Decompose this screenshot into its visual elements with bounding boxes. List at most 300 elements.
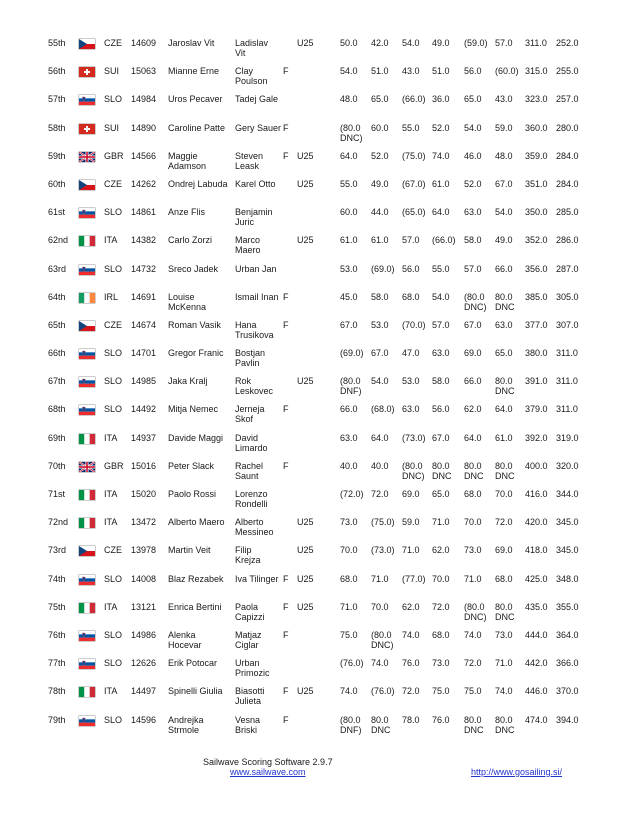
czech-flag-icon — [79, 546, 95, 556]
race-score-cell: (80.0 DNF) — [340, 714, 362, 735]
race-score-cell: 70.0 — [495, 489, 513, 499]
race-score-cell: 74.0 — [371, 658, 389, 669]
nation-cell: SLO — [104, 629, 123, 640]
race-score-cell: 69.0 — [402, 489, 420, 499]
race-score-cell: 64.0 — [432, 207, 450, 218]
rank-cell: 69th — [48, 432, 66, 443]
race-score-cell: 54.0 — [340, 66, 358, 77]
crew-name-cell: Ismail Inan — [235, 291, 279, 302]
race-score-cell: 60.0 — [371, 122, 389, 133]
sail-number-cell: 14732 — [131, 263, 157, 274]
race-score-cell: 80.0 DNC — [495, 291, 515, 312]
race-score-cell: 55.0 — [432, 263, 450, 274]
race-score-cell: 59.0 — [402, 517, 420, 528]
nett-score-cell: 345.0 — [556, 517, 579, 528]
nation-cell: CZE — [104, 38, 122, 48]
race-score-cell: 48.0 — [495, 150, 513, 161]
rank-cell: 64th — [48, 291, 66, 302]
age-category-cell: U25 — [297, 545, 314, 556]
race-score-cell: 51.0 — [432, 66, 450, 77]
crew-name-cell: Karel Otto — [235, 178, 276, 189]
race-score-cell: 80.0 DNC — [495, 601, 515, 622]
total-score-cell: 350.0 — [525, 207, 548, 218]
table-row — [48, 207, 588, 235]
nett-score-cell: 284.0 — [556, 178, 579, 189]
sail-number-cell: 14262 — [131, 178, 157, 189]
race-score-cell: (80.0 DNC) — [371, 629, 394, 650]
race-score-cell: 54.0 — [402, 38, 420, 48]
race-score-cell: 51.0 — [371, 66, 389, 77]
race-score-cell: 56.0 — [432, 404, 450, 415]
rank-cell: 65th — [48, 319, 66, 330]
helm-name-cell: Blaz Rezabek — [168, 573, 224, 584]
nett-score-cell: 280.0 — [556, 122, 579, 133]
race-score-cell: (80.0 DNC) — [402, 460, 425, 481]
slovenian-flag-icon — [79, 265, 95, 275]
race-score-cell: 49.0 — [371, 178, 389, 189]
helm-name-cell: Sreco Jadek — [168, 263, 219, 274]
total-score-cell: 418.0 — [525, 545, 548, 556]
italian-flag-icon — [79, 434, 95, 444]
slovenian-flag-icon — [79, 405, 95, 415]
sex-category-cell: F — [283, 66, 289, 77]
race-score-cell: 66.0 — [340, 404, 358, 415]
crew-name-cell: Biasotti Julieta — [235, 686, 265, 707]
table-row — [48, 320, 588, 348]
total-score-cell: 323.0 — [525, 94, 548, 105]
nation-cell: IRL — [104, 291, 119, 302]
race-score-cell: 73.0 — [495, 629, 513, 640]
race-score-cell: 56.0 — [402, 263, 420, 274]
race-score-cell: 80.0 DNC — [432, 460, 452, 481]
sail-number-cell: 13121 — [131, 601, 157, 612]
race-score-cell: 75.0 — [340, 629, 358, 640]
race-score-cell: 61.0 — [371, 235, 389, 246]
sail-number-cell: 14937 — [131, 432, 157, 443]
slovenian-flag-icon — [79, 95, 95, 105]
nation-cell: SLO — [104, 207, 123, 218]
helm-name-cell: Mianne Erne — [168, 66, 220, 77]
race-score-cell: 66.0 — [495, 263, 513, 274]
nation-cell: CZE — [104, 545, 122, 556]
rank-cell: 59th — [48, 150, 66, 161]
age-category-cell: U25 — [297, 517, 314, 528]
race-score-cell: 61.0 — [495, 432, 513, 443]
italian-flag-icon — [79, 687, 95, 697]
rank-cell: 55th — [48, 38, 66, 48]
rank-cell: 74th — [48, 573, 66, 584]
footer-software-credit: Sailwave Scoring Software 2.9.7 — [203, 757, 333, 767]
race-score-cell: 72.0 — [432, 601, 450, 612]
crew-name-cell: Rachel Saunt — [235, 460, 264, 481]
race-score-cell: (77.0) — [402, 573, 426, 584]
sex-category-cell: F — [283, 629, 289, 640]
nation-cell: ITA — [104, 517, 118, 528]
nation-cell: ITA — [104, 489, 118, 499]
helm-name-cell: Carlo Zorzi — [168, 235, 213, 246]
nett-score-cell: 344.0 — [556, 489, 579, 499]
rank-cell: 76th — [48, 629, 66, 640]
race-score-cell: 71.0 — [432, 517, 450, 528]
race-score-cell: 67.0 — [495, 178, 513, 189]
nation-cell: SLO — [104, 658, 123, 669]
race-score-cell: 68.0 — [432, 629, 450, 640]
sail-number-cell: 14985 — [131, 376, 157, 387]
race-score-cell: 67.0 — [432, 432, 450, 443]
race-score-cell: 75.0 — [464, 686, 482, 697]
total-score-cell: 379.0 — [525, 404, 548, 415]
race-score-cell: (72.0) — [340, 489, 364, 499]
sex-category-cell: F — [283, 291, 289, 302]
race-score-cell: 65.0 — [464, 94, 482, 105]
crew-name-cell: Iva Tilinger — [235, 573, 279, 584]
helm-name-cell: Anze Flis — [168, 207, 206, 218]
nation-cell: CZE — [104, 319, 122, 330]
race-score-cell: 72.0 — [464, 658, 482, 669]
race-score-cell: 53.0 — [402, 376, 420, 387]
results-table — [48, 38, 588, 743]
helm-name-cell: Uros Pecaver — [168, 94, 223, 105]
race-score-cell: 71.0 — [340, 601, 358, 612]
sex-category-cell: F — [283, 460, 289, 471]
nett-score-cell: 345.0 — [556, 545, 579, 556]
nett-score-cell: 287.0 — [556, 263, 579, 274]
race-score-cell: 68.0 — [340, 573, 358, 584]
nett-score-cell: 255.0 — [556, 66, 579, 77]
helm-name-cell: Caroline Patte — [168, 122, 226, 133]
table-row — [48, 630, 588, 658]
helm-name-cell: Enrica Bertini — [168, 601, 222, 612]
sailwave-link[interactable]: www.sailwave.com — [230, 767, 306, 777]
race-score-cell: 40.0 — [371, 460, 389, 471]
race-score-cell: 46.0 — [464, 150, 482, 161]
race-score-cell: 73.0 — [464, 545, 482, 556]
sail-number-cell: 14984 — [131, 94, 157, 105]
race-score-cell: 57.0 — [432, 319, 450, 330]
italian-flag-icon — [79, 490, 95, 500]
race-score-cell: 78.0 — [402, 714, 420, 725]
sail-number-cell: 15016 — [131, 460, 157, 471]
nation-cell: ITA — [104, 601, 118, 612]
race-score-cell: (76.0) — [340, 658, 364, 669]
race-score-cell: 71.0 — [371, 573, 389, 584]
race-score-cell: (69.0) — [340, 348, 364, 359]
sail-number-cell: 15020 — [131, 489, 157, 499]
race-score-cell: 66.0 — [464, 376, 482, 387]
race-score-cell: 63.0 — [464, 207, 482, 218]
rank-cell: 66th — [48, 348, 66, 359]
nett-score-cell: 366.0 — [556, 658, 579, 669]
race-score-cell: 42.0 — [371, 38, 389, 48]
czech-flag-icon — [79, 180, 95, 190]
race-score-cell: 54.0 — [464, 122, 482, 133]
age-category-cell: U25 — [297, 178, 314, 189]
race-score-cell: 80.0 DNC — [495, 714, 515, 735]
rank-cell: 62nd — [48, 235, 69, 246]
nation-cell: SLO — [104, 376, 123, 387]
crew-name-cell: Clay Poulson — [235, 66, 268, 87]
race-score-cell: 63.0 — [495, 319, 513, 330]
rank-cell: 78th — [48, 686, 66, 697]
sex-category-cell: F — [283, 601, 289, 612]
race-score-cell: 49.0 — [432, 38, 450, 48]
italian-flag-icon — [79, 518, 95, 528]
table-row — [48, 38, 588, 66]
race-score-cell: 80.0 DNC — [495, 460, 515, 481]
rank-cell: 77th — [48, 658, 66, 669]
total-score-cell: 385.0 — [525, 291, 548, 302]
crew-name-cell: Bostjan Pavlin — [235, 348, 266, 369]
rank-cell: 75th — [48, 601, 66, 612]
total-score-cell: 360.0 — [525, 122, 548, 133]
race-score-cell: 80.0 DNC — [464, 714, 484, 735]
race-score-cell: 64.0 — [371, 432, 389, 443]
race-score-cell: 44.0 — [371, 207, 389, 218]
nett-score-cell: 311.0 — [556, 348, 578, 359]
table-row — [48, 66, 588, 94]
race-score-cell: 65.0 — [432, 489, 450, 499]
nation-cell: SLO — [104, 263, 123, 274]
race-score-cell: 53.0 — [340, 263, 358, 274]
slovenian-flag-icon — [79, 716, 95, 726]
crew-name-cell: Lorenzo Rondelli — [235, 489, 268, 509]
race-score-cell: (66.0) — [432, 235, 456, 246]
nation-cell: SLO — [104, 94, 123, 105]
race-score-cell: (76.0) — [371, 686, 395, 697]
sail-number-cell: 15063 — [131, 66, 157, 77]
nation-cell: SUI — [104, 122, 120, 133]
race-score-cell: (75.0) — [371, 517, 395, 528]
sail-number-cell: 14596 — [131, 714, 157, 725]
helm-name-cell: Jaroslav Vit — [168, 38, 215, 48]
helm-name-cell: Paolo Rossi — [168, 489, 217, 499]
race-score-cell: 40.0 — [340, 460, 358, 471]
crew-name-cell: Jerneja Skof — [235, 404, 265, 425]
race-score-cell: 50.0 — [340, 38, 358, 48]
race-score-cell: 55.0 — [402, 122, 420, 133]
race-score-cell: 36.0 — [432, 94, 450, 105]
slovenian-flag-icon — [79, 631, 95, 641]
total-score-cell: 351.0 — [525, 178, 548, 189]
race-score-cell: 52.0 — [371, 150, 389, 161]
race-score-cell: 74.0 — [340, 686, 358, 697]
race-score-cell: 45.0 — [340, 291, 358, 302]
race-score-cell: (68.0) — [371, 404, 395, 415]
race-score-cell: 80.0 DNC — [464, 460, 484, 481]
nett-score-cell: 319.0 — [556, 432, 579, 443]
age-category-cell: U25 — [297, 601, 314, 612]
race-score-cell: 73.0 — [340, 517, 358, 528]
race-score-cell: 52.0 — [464, 178, 482, 189]
race-score-cell: 68.0 — [464, 489, 482, 499]
slovenian-flag-icon — [79, 349, 95, 359]
sail-number-cell: 13472 — [131, 517, 157, 528]
table-row — [48, 658, 588, 686]
race-score-cell: 68.0 — [402, 291, 420, 302]
race-score-cell: 65.0 — [371, 94, 389, 105]
crew-name-cell: Rok Leskovec — [235, 376, 274, 397]
total-score-cell: 380.0 — [525, 348, 548, 359]
race-score-cell: (80.0 DNC) — [340, 122, 363, 143]
sail-number-cell: 14691 — [131, 291, 157, 302]
table-row — [48, 461, 588, 489]
nett-score-cell: 370.0 — [556, 686, 579, 697]
table-row — [48, 686, 588, 714]
sex-category-cell: F — [283, 319, 289, 330]
sail-number-cell: 14382 — [131, 235, 157, 246]
nation-cell: ITA — [104, 235, 118, 246]
italian-flag-icon — [79, 603, 95, 613]
nation-cell: CZE — [104, 178, 122, 189]
helm-name-cell: Spinelli Giulia — [168, 686, 223, 697]
race-score-cell: 54.0 — [495, 207, 513, 218]
rank-cell: 71st — [48, 489, 66, 499]
table-row — [48, 348, 588, 376]
race-score-cell: (69.0) — [371, 263, 395, 274]
slovenian-flag-icon — [79, 575, 95, 585]
race-score-cell: 62.0 — [464, 404, 482, 415]
total-score-cell: 416.0 — [525, 489, 548, 499]
nett-score-cell: 320.0 — [556, 460, 579, 471]
race-score-cell: 67.0 — [340, 319, 358, 330]
helm-name-cell: Gregor Franic — [168, 348, 224, 359]
age-category-cell: U25 — [297, 376, 314, 387]
total-score-cell: 425.0 — [525, 573, 548, 584]
rank-cell: 79th — [48, 714, 66, 725]
table-row — [48, 123, 588, 151]
helm-name-cell: Peter Slack — [168, 460, 215, 471]
sail-number-cell: 14497 — [131, 686, 157, 697]
race-score-cell: 74.0 — [402, 629, 420, 640]
race-score-cell: (80.0 DNC) — [464, 291, 487, 312]
race-score-cell: (60.0) — [495, 66, 519, 77]
total-score-cell: 359.0 — [525, 150, 548, 161]
sail-number-cell: 14986 — [131, 629, 157, 640]
race-score-cell: 64.0 — [495, 404, 513, 415]
nett-score-cell: 311.0 — [556, 376, 578, 387]
race-score-cell: (80.0 DNF) — [340, 376, 362, 397]
race-score-cell: 76.0 — [402, 658, 420, 669]
age-category-cell: U25 — [297, 573, 314, 584]
table-row — [48, 715, 588, 743]
race-score-cell: 62.0 — [402, 601, 420, 612]
rank-cell: 60th — [48, 178, 66, 189]
rank-cell: 73rd — [48, 545, 67, 556]
rank-cell: 58th — [48, 122, 66, 133]
nett-score-cell: 348.0 — [556, 573, 579, 584]
sex-category-cell: F — [283, 686, 289, 697]
race-score-cell: 71.0 — [464, 573, 482, 584]
race-score-cell: (73.0) — [371, 545, 395, 556]
total-score-cell: 391.0 — [525, 376, 548, 387]
sex-category-cell: F — [283, 573, 289, 584]
race-score-cell: 64.0 — [340, 150, 358, 161]
table-row — [48, 433, 588, 461]
race-score-cell: 70.0 — [464, 517, 482, 528]
sail-number-cell: 14861 — [131, 207, 157, 218]
crew-name-cell: Gery Sauer — [235, 122, 282, 133]
rank-cell: 67th — [48, 376, 66, 387]
rank-cell: 57th — [48, 94, 66, 105]
crew-name-cell: David Limardo — [235, 432, 268, 453]
nett-score-cell: 311.0 — [556, 404, 578, 415]
club-website-link[interactable]: http://www.gosailing.si/ — [471, 767, 563, 777]
race-score-cell: 73.0 — [432, 658, 450, 669]
swiss-flag-icon — [79, 67, 95, 77]
race-score-cell: 58.0 — [432, 376, 450, 387]
nett-score-cell: 305.0 — [556, 291, 579, 302]
rank-cell: 61st — [48, 207, 66, 218]
nett-score-cell: 394.0 — [556, 714, 579, 725]
sail-number-cell: 14566 — [131, 150, 157, 161]
sail-number-cell: 14492 — [131, 404, 157, 415]
slovenian-flag-icon — [79, 208, 95, 218]
race-score-cell: 48.0 — [340, 94, 358, 105]
total-score-cell: 392.0 — [525, 432, 548, 443]
crew-name-cell: Vesna Briski — [235, 714, 261, 735]
table-row — [48, 574, 588, 602]
nett-score-cell: 284.0 — [556, 150, 579, 161]
total-score-cell: 444.0 — [525, 629, 548, 640]
race-score-cell: 74.0 — [432, 150, 450, 161]
nation-cell: SUI — [104, 66, 120, 77]
table-row — [48, 235, 588, 263]
crew-name-cell: Urban Jan — [235, 263, 277, 274]
race-score-cell: 54.0 — [432, 291, 450, 302]
table-row — [48, 545, 588, 573]
race-score-cell: 55.0 — [340, 178, 358, 189]
crew-name-cell: Paola Capizzi — [235, 601, 265, 622]
race-score-cell: (59.0) — [464, 38, 488, 48]
race-score-cell: 61.0 — [432, 178, 450, 189]
nett-score-cell: 286.0 — [556, 235, 579, 246]
race-score-cell: 54.0 — [371, 376, 389, 387]
race-score-cell: 47.0 — [402, 348, 420, 359]
slovenian-flag-icon — [79, 659, 95, 669]
age-category-cell: U25 — [297, 235, 314, 246]
race-score-cell: 63.0 — [402, 404, 420, 415]
rank-cell: 68th — [48, 404, 66, 415]
table-row — [48, 376, 588, 404]
crew-name-cell: Hana Trusikova — [235, 319, 274, 340]
helm-name-cell: Davide Maggi — [168, 432, 224, 443]
crew-name-cell: Matjaz Ciglar — [235, 629, 262, 650]
nett-score-cell: 257.0 — [556, 94, 579, 105]
race-score-cell: (66.0) — [402, 94, 426, 105]
total-score-cell: 315.0 — [525, 66, 548, 77]
total-score-cell: 474.0 — [525, 714, 548, 725]
sail-number-cell: 14674 — [131, 319, 157, 330]
total-score-cell: 356.0 — [525, 263, 548, 274]
rank-cell: 72nd — [48, 517, 69, 528]
age-category-cell: U25 — [297, 38, 314, 48]
nett-score-cell: 364.0 — [556, 629, 579, 640]
race-score-cell: 57.0 — [402, 235, 420, 246]
british-flag-icon — [79, 152, 95, 162]
total-score-cell: 400.0 — [525, 460, 548, 471]
total-score-cell: 352.0 — [525, 235, 548, 246]
race-score-cell: 53.0 — [371, 319, 389, 330]
sex-category-cell: F — [283, 404, 289, 415]
race-score-cell: 58.0 — [371, 291, 389, 302]
sex-category-cell: F — [283, 714, 289, 725]
race-score-cell: 71.0 — [495, 658, 513, 669]
age-category-cell: U25 — [297, 150, 314, 161]
sail-number-cell: 14701 — [131, 348, 157, 359]
sail-number-cell: 14008 — [131, 573, 157, 584]
sail-number-cell: 14890 — [131, 122, 157, 133]
nation-cell: ITA — [104, 432, 118, 443]
